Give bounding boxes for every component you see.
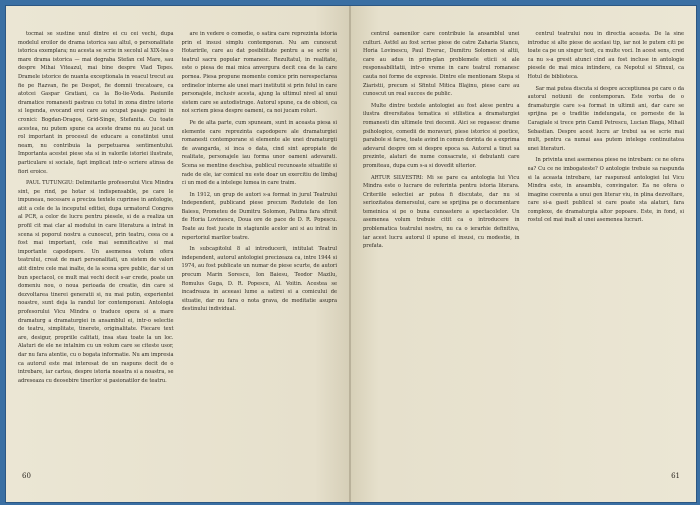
right-column-2 — [528, 30, 685, 470]
paragraph: are in vedere o comedie, o satira care reprezinta istoria prin el insusi simplu contemporan. Nu am cunoscut Hotaririle, care au dat posibilitate pentru a se scrie si teatrul sacru popular romanesc. Rezultatul, in realitate, este o piesa de mai mica anvergura decit cea de la care pornea. Piesa propune momente comice prin nerespectarea ordinelor interne ale unei mari institutii si prin felul in care personajele, inclusiv acesta, ajung la ultimul nivel al unui sistem care se autodistruge. Autorul spune, ca de obicei, ca noi scriem piesa despre oameni, ca noi jucam roluri. — [181, 31, 337, 115]
paragraph: Pe de alta parte, cum spuneam, sunt in aceasta piesa si elemente care reprezinta capodopere ale dramaturgiei romanesti contemporane si elemente ale unei dramaturgii de avangarda, si inca o data, cind sint apropiate de realitate, personajele iau forma unor oameni adevarati. Scena se mentine deschisa, publicul recunoaste situatiile si rade de ele, iar comicul nu este doar un exercitiu de limbaj ci un mod de a intelege lumea in care traim. — [181, 119, 337, 187]
paragraph: ARTUR SILVESTRI: Mi se pare ca antologia lui Vicu Mindra este o lucrare de referinta pentru istoria literara. Criteriile selectiei ar putea fi discutate, dar nu si seriozitatea demersului, care se sprijina pe o documentare temeinica si pe o buna cunoastere a spectacolelor. Un asemenea volum trebuie citit ca o introducere in problematica teatrului nostru, nu ca o ierarhie definitiva, iar acest lucru autorul il spune el insusi, cu modestie, in prefata. — [363, 174, 520, 250]
paragraph: Sar mai putea discuta si despre acceptiunea pe care o da autorul notiunii de contemporan. Este vorba de o dramaturgie care s-a format in ultimii ani, dar care se sprijina pe o traditie indelungata, ce porneste de la Caragiale si trece prin Camil Petrescu, Lucian Blaga, Mihail Sebastian. Despre acest lucru ar trebui sa se scrie mai mult, pentru ca numai asa putem intelege continuitatea unei literaturi. — [527, 85, 684, 152]
paragraph: centrul teatrului nou in directia aceasta. De la sine introduc si alte piese de acelasi tip, iar noi le putem citi pe toate ca pe un singur text, cu multe voci. In acest sens, cred ca nu s-a gresit atunci cind au fost incluse in antologie piesele de mai mica intindere, ca Nepotul si Sfinxul, ca Hotul de biblioteca. — [527, 31, 684, 80]
left-page — [6, 6, 349, 502]
paragraph: centrul oamenilor care contribuie la ansamblul unei culturi. Astfel au fost scrise piese de catre Zaharia Stancu, Horia Lovinescu, Paul Everac, Dumitru Solomon si altii, care au adus in prim-plan problemele eticii si ale responsabilitatii, intr-o vreme in care teatrul romanesc cauta noi forme de expresie. Dintre ele mentionam Stepa si Ziaristii, precum si Sfintul Mitica Blajinu, piese care au cunoscut un real succes de public. — [363, 31, 520, 98]
right-page — [351, 6, 696, 502]
paragraph: In subcapitolul 8 al introducerii, intitulat Teatrul independent, autorul antologiei precizeaza ca, intre 1944 si 1974, au fost publicate un numar de piese scurte, de autori precum Marin Sorescu, Ion Baiesu, Teodor Mazilu, Romulus Guga, D. R. Popescu, Al. Voitin. Acestea se incadreaza in aceeasi lume a satirei si a comicului de situatie, dar nu fara o nota grava, de meditatie asupra destinului individual. — [181, 246, 337, 313]
paragraph: Multe dintre textele antologiei au fost alese pentru a ilustra diversitatea tematica si stilistica a dramaturgiei romanesti din ultimele trei decenii. Aici se regasesc drame psihologice, comedii de moravuri, piese istorice si poetice, parabole si farse, toate avind in comun dorinta de a exprima adevarul despre om si despre epoca sa. Autorul a tinut sa prezinte, alaturi de nume consacrate, si debutanti care promiteau, dupa cum s-a si dovedit ulterior. — [363, 102, 520, 169]
book-spread — [6, 6, 696, 502]
right-column-1 — [363, 30, 520, 470]
paragraph: PAUL TUTUNGIU: Delimitarile profesorului Vicu Mindra sint, pe rind, pe hotar si indispensabile, pe care le impuneau, necesare a preciza textele cuprinse in antologie, atit a cele de la inceputul editiei, dupa urmatorul Congres al PCR, a celor de lucru pentru piesele, si de a realiza un profil cit mai clar al modului in care literatura a intrat in scena si poporul nostru a cunoscut, prin teatru, ceea ce a fost mai important, cele mai semnificative si mai importante capodopere. Un asemenea volum ofera teatrului, creat de mari personalitati, un sistem de valori atit dintre cele mai inalte, de la scena spre public, dar si un bun spectacol, ce mult mai vechi decit s-ar crede, poate un domeniu nou, o noua perioada de creatie, din care si dezvoltarea tinerei generatii si, nu mai putin, experientei noastre, sunt deja la randul lor contemporani. Antologia profesorului Vicu Mindra o traduce opera si a mare dramaturg a dramaturgiei in ansamblul ei, intr-o selectie de teatru, simplitate, tinerete, originalitate. Fiecare text are, desigur, propriile calitati, insa stau toate la un loc. Alaturi de ele ne intalnim cu un volum care se citeste usor, dar nu fara atentie, cu o bogata informatie. Nu am impresia ca autorul este mai interesat de un raspuns decit de o intrebare, iar cartea, despre istoria noastra si a noastra, se adreseaza cu deosebire tinerilor si pasionatilor de teatru. — [18, 180, 174, 384]
left-column-1 — [18, 30, 174, 470]
paragraph: In privinta unei asemenea piese ne intrebam: ce ne ofera ea? Cu ce ne imbogateste? O antologie trebuie sa raspunda si la aceasta intrebare, iar raspunsul antologiei lui Vicu Mindra este, in ansamblu, convingator. Ea ne ofera o imagine coerenta a unui gen literar viu, in plina dezvoltare, care si-a gasit publicul si care poate sta alaturi, fara complexe, de dramaturgia altor popoare. Este, in fond, si rostul cel mai inalt al unei asemenea lucrari. — [527, 157, 684, 224]
paragraph: tocmai se sustine unul dintre ei cu cei vechi, dupa modelul eroilor de drama istorica sau altul, o personalitate istorica exemplara; nu acesta se scrie in secolul al XIX-lea o mare drama istorica — mai degraba Stefan cel Mare, sau despre Mihai Viteazul, mai bine despre Vlad Tepes. Dramele istorice de nuanta exceptionala in veacul trecut au fie pe Razvan, fie pe Despot, fie domnii trecatoare, ca atotcei Gaspar Gratiani, ca la Bo-lie-Voda. Pasiunile dramatice romanesti pastrau cu totul in zona dintre istorie si legenda, evocand eroi care au ocupat pasaje pagini in cronici: Bogdan-Dragos, Grid-Singe, Stefanita. Cu toate acestea, nu putem spune ca aceste drame nu au jucat un rol important in procesul de educare a constiintei unui neam, nu contribuia la perpetuarea sentimentului. Importanta acestei piese sta si in valorile istoriei ilustrate, particulare si sociale, fapt implicat intr-o scriere atinsa de fiori eroice. — [18, 31, 174, 175]
paragraph: In 1912, un grup de autori s-a format in jurul Teatrului Independent, publicand piese precum Redutele de Ion Baiesu, Prometeu de Dumitru Solomon, Patima fara sfirsit de Horia Lovinescu, Doua ore de pace de D. R. Popescu. Toate au fost jucate in stagiunile acelor ani si au intrat in repertoriul marilor teatre. — [181, 191, 337, 241]
page-number-right: 61 — [671, 472, 680, 480]
page-number-left: 60 — [22, 472, 31, 480]
left-column-2 — [182, 30, 338, 470]
